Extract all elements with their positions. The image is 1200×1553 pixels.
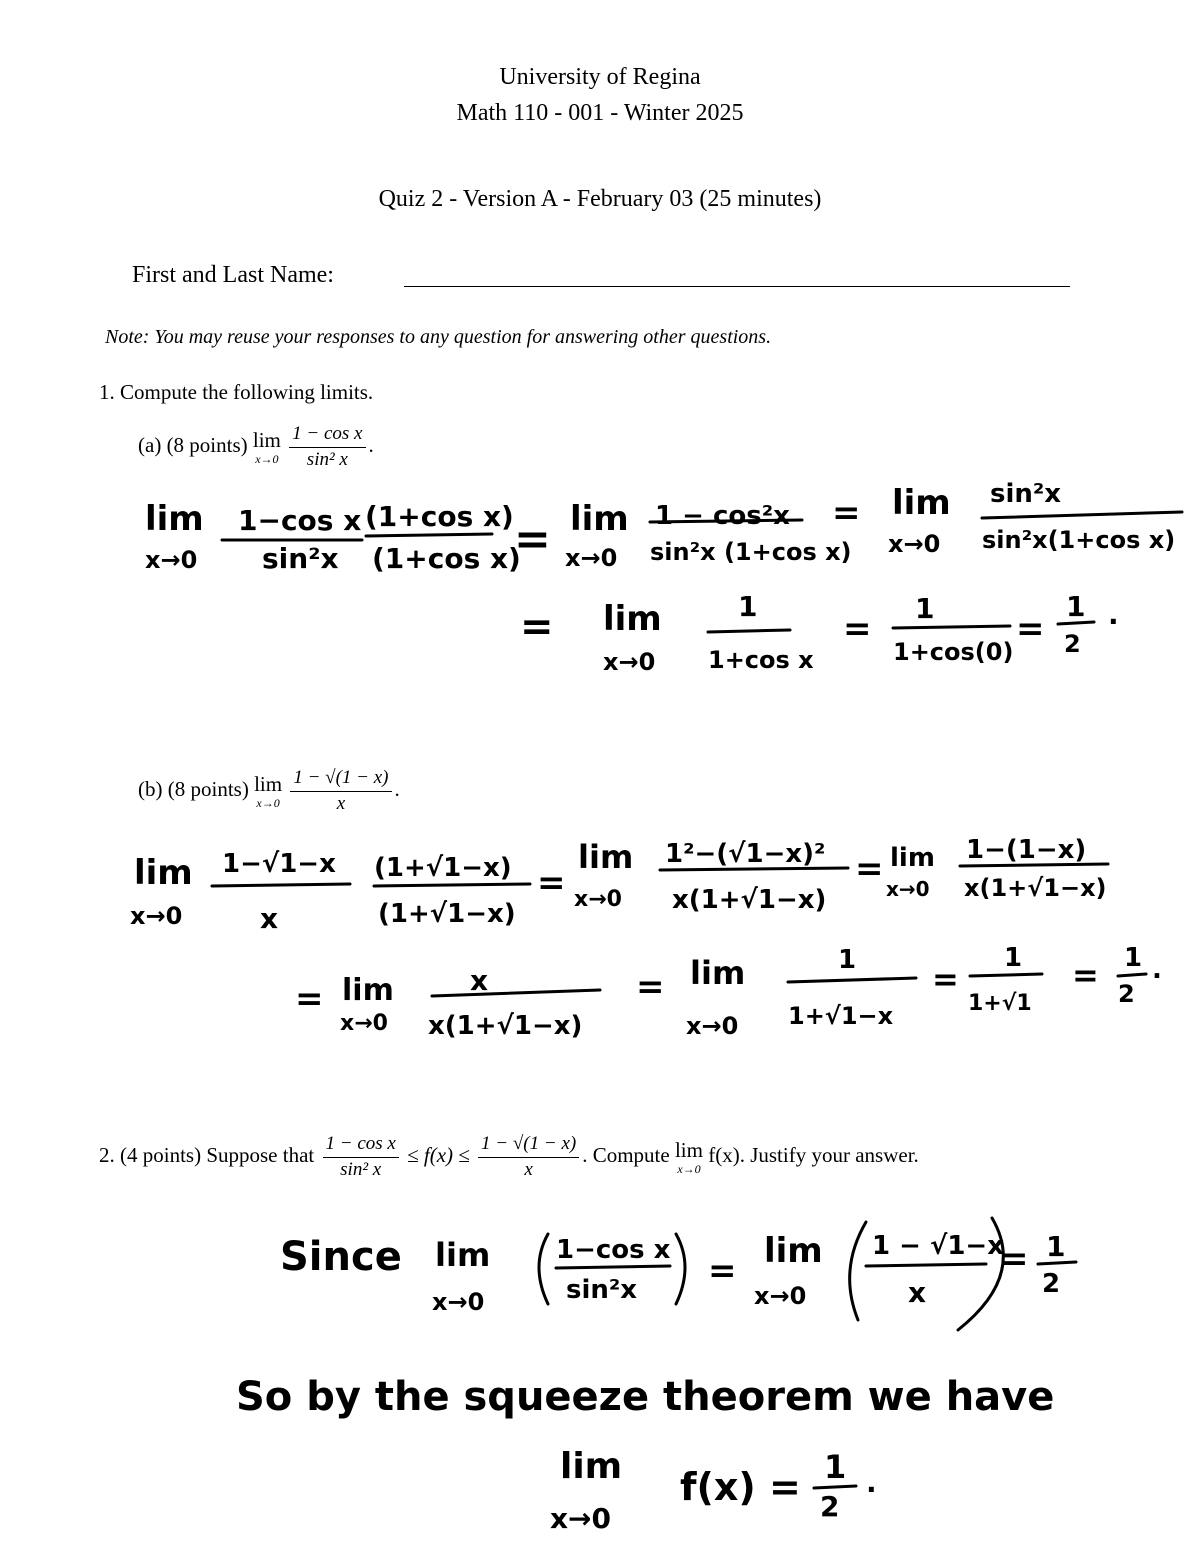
hw-den: (1+cos x) bbox=[372, 542, 521, 575]
q2-text3: f(x). Justify your answer. bbox=[708, 1143, 919, 1168]
hw-lim: lim bbox=[603, 599, 662, 639]
hw-end: . bbox=[1152, 955, 1162, 985]
q1-prompt: Compute the following limits. bbox=[120, 380, 374, 404]
hw-lim-sub: x→0 bbox=[145, 546, 198, 574]
q2-inequality: ≤ f(x) ≤ bbox=[407, 1143, 470, 1168]
hw-den: 1+√1−x bbox=[788, 1002, 894, 1030]
note-text: Note: You may reuse your responses to any question for answering other questions. bbox=[105, 326, 772, 348]
hw-num: 1 bbox=[838, 945, 857, 975]
hw-den: 2 bbox=[1118, 980, 1135, 1008]
hw-lim: lim bbox=[570, 499, 629, 539]
hw-lim-sub: x→0 bbox=[565, 544, 618, 572]
q1b-limit: lim x→0 bbox=[254, 771, 283, 810]
hw-den: sin²x bbox=[566, 1275, 638, 1305]
hw-eq: = bbox=[708, 1251, 737, 1291]
hw-lim-sub: x→0 bbox=[432, 1288, 485, 1316]
hw-num: x bbox=[470, 964, 489, 997]
hw-lim: lim bbox=[892, 483, 951, 523]
hw-num: 1−√1−x bbox=[222, 849, 336, 879]
q1a-label: (a) bbox=[138, 433, 162, 458]
q2-points: (4 points) bbox=[120, 1143, 202, 1168]
hw-eq: = bbox=[1016, 609, 1045, 649]
hw-num: 1 bbox=[915, 592, 935, 625]
hw-num: 1 − cos²x bbox=[655, 501, 790, 531]
q1a-statement: (a) (8 points) lim x→0 $\frac{\text{1 − cos x}}{\text{sin² x}}$ . bbox=[138, 423, 374, 470]
hw-paren-right bbox=[676, 1234, 685, 1304]
hw-lim: lim bbox=[890, 843, 935, 873]
q2-upper-fraction: $\frac{1 - √(1 - x)}{x}$ bbox=[478, 1134, 579, 1181]
hw-paren-left bbox=[850, 1222, 866, 1320]
hw-den: sin²x(1+cos x) bbox=[982, 526, 1176, 554]
q1b-fraction: $\frac{1 - √(1 - x)}{x}$ bbox=[290, 768, 391, 815]
hw-lim: lim bbox=[342, 973, 394, 1008]
hw-num: (1+√1−x) bbox=[374, 853, 512, 883]
hw-den: 1+√1 bbox=[968, 991, 1032, 1016]
hw-lim-sub: x→0 bbox=[754, 1282, 807, 1310]
hw-den: 1+cos(0) bbox=[893, 638, 1014, 666]
quiz-title: Quiz 2 - Version A - February 03 (25 minutes) bbox=[378, 186, 822, 212]
hw-lim: lim bbox=[560, 1446, 623, 1487]
hw-end: . bbox=[866, 1466, 877, 1499]
hw-den: sin²x (1+cos x) bbox=[650, 538, 852, 566]
hw-fx: f(x) = bbox=[680, 1465, 801, 1509]
hw-num: 1 bbox=[738, 590, 758, 623]
hw-lim-sub: x→0 bbox=[340, 1011, 388, 1036]
hw-num: 1 bbox=[824, 1448, 847, 1486]
hw-num: 1−(1−x) bbox=[966, 835, 1087, 865]
hw-num: 1²−(√1−x)² bbox=[665, 839, 826, 869]
hw-den: x(1+√1−x) bbox=[428, 1011, 583, 1041]
hw-den: 2 bbox=[820, 1490, 840, 1523]
hw-end: . bbox=[1108, 598, 1119, 631]
hw-num: 1 bbox=[1124, 943, 1143, 973]
hw-lim-sub: x→0 bbox=[603, 648, 656, 676]
hw-lim-sub: x→0 bbox=[686, 1012, 739, 1040]
q1-number: 1. bbox=[99, 380, 115, 404]
university-title: University of Regina bbox=[499, 64, 701, 90]
hw-lim-sub: x→0 bbox=[886, 877, 930, 901]
hw-lim: lim bbox=[435, 1236, 491, 1274]
q2-limit: lim x→0 bbox=[674, 1137, 703, 1176]
q2-number: 2. bbox=[99, 1143, 115, 1168]
hw-num: 1 bbox=[1066, 590, 1086, 623]
hw-den: 2 bbox=[1064, 630, 1081, 658]
hw-den: 1+cos x bbox=[708, 646, 814, 674]
q2-text1: Suppose that bbox=[206, 1143, 315, 1168]
hw-lim: lim bbox=[134, 853, 193, 893]
hw-num: 1−cos x bbox=[556, 1235, 671, 1265]
hw-num: 1 bbox=[1046, 1230, 1066, 1263]
hw-eq: = bbox=[520, 604, 554, 650]
hw-lim-sub: x→0 bbox=[574, 887, 622, 912]
hw-lim: lim bbox=[690, 954, 746, 992]
hw-eq: = bbox=[295, 979, 324, 1019]
q1a-limit: lim x→0 bbox=[252, 427, 281, 466]
hw-den: x bbox=[260, 902, 279, 935]
hw-eq: = bbox=[514, 514, 551, 565]
hw-den: sin²x bbox=[262, 542, 339, 575]
course-title: Math 110 - 001 - Winter 2025 bbox=[456, 100, 744, 126]
hw-eq: = bbox=[843, 609, 872, 649]
hw-lim: lim bbox=[578, 838, 634, 876]
hw-den: x(1+√1−x) bbox=[964, 874, 1107, 902]
q1b-label: (b) bbox=[138, 777, 163, 802]
hw-lim: lim bbox=[764, 1231, 823, 1271]
hw-den: 2 bbox=[1042, 1269, 1061, 1299]
hw-eq: = bbox=[537, 863, 566, 903]
q1a-points: (8 points) bbox=[166, 433, 248, 458]
hw-den: x bbox=[908, 1276, 927, 1309]
q2-text2: . Compute bbox=[582, 1143, 670, 1168]
hw-num: sin²x bbox=[990, 479, 1062, 509]
hw-eq: = bbox=[1072, 956, 1099, 994]
q2-hw-line1 bbox=[280, 1218, 1076, 1330]
name-label: First and Last Name: bbox=[132, 262, 334, 288]
hw-lim-sub: x→0 bbox=[550, 1502, 612, 1535]
hw-eq: = bbox=[636, 967, 665, 1007]
hw-den: x(1+√1−x) bbox=[672, 885, 827, 915]
hw-eq: = bbox=[1000, 1239, 1029, 1279]
hw-num: 1−cos x bbox=[238, 504, 362, 537]
hw-lim: lim bbox=[145, 499, 204, 539]
hw-lim-sub: x→0 bbox=[888, 530, 941, 558]
hw-num: (1+cos x) bbox=[365, 500, 514, 533]
hw-num: 1 − √1−x bbox=[872, 1231, 1004, 1261]
hw-num: 1 bbox=[1004, 943, 1023, 973]
q2-lower-fraction: $\frac{\text{1 − cos x}}{\text{sin² x}}$ bbox=[323, 1134, 399, 1181]
q2-hw-line2: So by the squeeze theorem we have bbox=[236, 1374, 1055, 1420]
hw-since: Since bbox=[280, 1234, 402, 1280]
hw-eq: = bbox=[832, 493, 861, 533]
hw-eq: = bbox=[855, 849, 884, 889]
q1a-fraction: $\frac{\text{1 − cos x}}{\text{sin² x}}$ bbox=[289, 424, 365, 471]
hw-lim-sub: x→0 bbox=[130, 902, 183, 930]
hw-eq: = bbox=[932, 960, 959, 998]
hw-den: (1+√1−x) bbox=[378, 899, 516, 929]
q1b-points: (8 points) bbox=[167, 777, 249, 802]
q1b-statement: (b) (8 points) lim x→0 $\frac{1 - √(1 - x)}{x}$ . bbox=[138, 767, 400, 814]
hw-paren-left bbox=[539, 1234, 548, 1304]
q2-hw-line3 bbox=[550, 1446, 877, 1535]
